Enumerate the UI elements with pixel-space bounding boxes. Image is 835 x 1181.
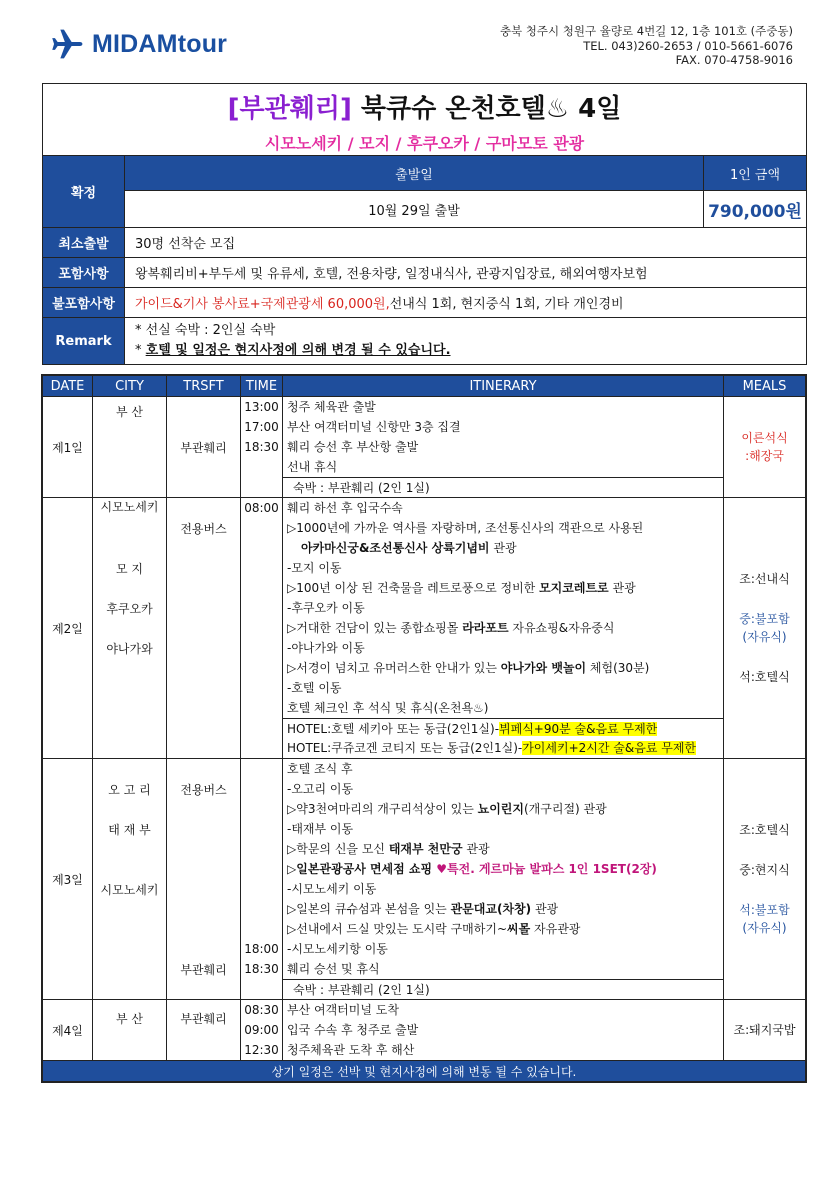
day3-meal-breakfast: 조:호텔식: [739, 823, 790, 837]
title-main: 북큐슈 온천호텔♨ 4일: [360, 94, 622, 124]
itinerary-line: 부산 여객터미널 도착: [287, 1003, 399, 1017]
itinerary-line: 청주체육관 도착 후 해산: [287, 1043, 415, 1057]
remark-bullet: *: [135, 343, 146, 358]
logo-text: MIDAMtour: [92, 29, 228, 58]
address: 충북 청주시 청원구 율량로 4번길 12, 1층 101호 (주중동): [499, 24, 793, 38]
page-header: [0, 0, 835, 80]
time-line: [241, 477, 282, 497]
day1-city: [93, 397, 167, 498]
day1-trsft-text: 부관훼리: [180, 440, 227, 455]
itinerary-line: 청주 체육관 출발: [287, 400, 376, 414]
itinerary-table: [41, 374, 807, 1083]
excluded-fee: 가이드&기사 봉사료+국제관광세 60,000원,: [135, 297, 390, 312]
price-value: 790,000원: [708, 201, 802, 222]
itinerary-line: -후쿠오카 이동: [287, 601, 365, 615]
day4-city-busan: 부 산: [116, 1012, 143, 1026]
hotel-option-2: [283, 738, 723, 758]
day2-trsft-text: 전용버스: [180, 522, 227, 536]
remark-cabin: * 선실 숙박 : 2인실 숙박: [135, 323, 276, 338]
remark-change-text: 호텔 및 일정은 현지사정에 의해 변경 될 수 있습니다.: [145, 343, 451, 358]
table-row-day4: [43, 1000, 806, 1061]
day1-times: [241, 397, 283, 498]
day2-meal-lunch: 중:불포함: [739, 612, 790, 626]
departure-header: 출발일: [125, 156, 704, 190]
day1-meal-dinner: 이른석식: [741, 431, 788, 445]
hotel-name: HOTEL:쿠쥬코겐 코티지 또는 동급(2인1실)-: [287, 741, 523, 755]
line-suffix: 자유관광: [530, 922, 581, 936]
table-footer-note: 상기 일정은 선박 및 현지사정에 의해 변동 될 수 있습니다.: [43, 1061, 806, 1082]
day2-city-shimonoseki: 시모노세키: [100, 500, 159, 514]
excluded-value: [125, 288, 806, 317]
line-suffix: 관광: [608, 581, 636, 595]
hotel-perk: 가이세키+2시간 술&음료 무제한: [522, 741, 696, 755]
tour-summary: [42, 83, 807, 365]
itinerary-line: 호텔 체크인 후 석식 및 휴식(온천욕♨): [287, 701, 489, 715]
itinerary-line: -모지 이동: [287, 561, 342, 575]
table-row-day3: [43, 759, 806, 1000]
line-prefix: ▷서경이 넘치고 유머러스한 안내가 있는: [287, 661, 501, 675]
included-row: [43, 258, 806, 288]
day3-times: [241, 759, 283, 1000]
day3-stay: 숙박 : 부관훼리 (2인 1실): [283, 979, 723, 999]
kanmon-bridge: 관문대교(차창): [450, 902, 532, 916]
telephone: TEL. 043)260-2653 / 010-5661-6076: [583, 38, 793, 53]
excluded-rest: 선내식 1회, 현지중식 1회, 기타 개인경비: [389, 297, 624, 312]
included-value: 왕복훼리비+부두세 및 유류세, 호텔, 전용차량, 일정내식사, 관광지입장료, 해외여행자보험: [135, 267, 648, 282]
day3-city-ogori: 오 고 리: [108, 783, 151, 797]
day2-city-yanagawa: 야나가와: [106, 642, 153, 656]
day2-city-fukuoka: 후쿠오카: [106, 602, 153, 616]
price-header: 1인 금액: [704, 156, 806, 190]
itinerary-line: 훼리 승선 및 휴식: [287, 962, 380, 976]
included-label: 포함사항: [43, 258, 125, 287]
day1-meal-dinner-detail: :해장국: [745, 449, 784, 463]
itinerary-line: 훼리 하선 후 입국수속: [287, 501, 403, 515]
day1-date: 제1일: [43, 397, 93, 498]
itinerary-line: -호텔 이동: [287, 681, 342, 695]
time-line: 12:30: [244, 1043, 279, 1057]
special-gift: ♥특전. 게르마늄 발파스 1인 1SET(2장): [436, 862, 657, 876]
remark-change: [135, 341, 451, 361]
min-departure-value: 30명 선착순 모집: [135, 237, 236, 252]
itinerary-line: [283, 578, 723, 598]
itinerary-line: [283, 799, 723, 819]
line-prefix: ▷선내에서 드실 맛있는 도시락 구매하기~: [287, 922, 508, 936]
line-suffix: 관광: [489, 541, 517, 555]
day1-stay: 숙박 : 부관훼리 (2인 1실): [283, 477, 723, 497]
confirm-details: [125, 156, 806, 227]
line-suffix: 관광: [531, 902, 559, 916]
day3-city: [93, 759, 167, 1000]
day2-trsft: [167, 498, 241, 759]
day2-meal-breakfast: 조:선내식: [739, 572, 790, 586]
day3-meal-dinner: 석:불포함: [739, 903, 790, 917]
day3-meals: [724, 759, 806, 1000]
header-itinerary: ITINERARY: [283, 376, 724, 397]
itinerary-line: 부산 여객터미널 신항만 3층 집결: [287, 420, 461, 434]
itinerary-line: -오고리 이동: [287, 782, 354, 796]
day4-city: [93, 1000, 167, 1061]
sea-mall: 씨몰: [507, 922, 531, 936]
day3-trsft-bus: 전용버스: [180, 783, 227, 797]
line-prefix: ▷100년 이상 된 건축물을 레트로풍으로 정비한: [287, 581, 540, 595]
day3-trsft-ferry: 부관훼리: [180, 963, 227, 977]
day2-meal-lunch-detail: (자유식): [742, 630, 787, 644]
title-block: [43, 84, 806, 156]
table-row-day1: [43, 397, 806, 498]
day4-date: 제4일: [43, 1000, 93, 1061]
header-meals: MEALS: [724, 376, 806, 397]
time-line: 18:30: [244, 440, 279, 454]
line-prefix: ▷약3천여마리의 개구리석상이 있는: [287, 802, 478, 816]
confirm-header-row: [125, 156, 806, 191]
day3-meal-lunch: 중:현지식: [739, 863, 790, 877]
min-departure-row: [43, 228, 806, 258]
confirm-block: [43, 156, 806, 228]
itinerary-line: 선내 휴식: [287, 460, 338, 474]
akama-shrine: 아카마신궁&조선통신사 상륙기념비: [301, 541, 490, 555]
confirm-label: 확정: [43, 156, 125, 227]
hotel-option-1: [283, 718, 723, 738]
itinerary-line: [283, 538, 723, 558]
line-prefix: ▷학문의 신을 모신: [287, 842, 389, 856]
itinerary-line: [283, 839, 723, 859]
remark-row: [43, 318, 806, 364]
remark-value: [125, 318, 806, 364]
header-date: DATE: [43, 376, 93, 397]
time-line: 17:00: [244, 420, 279, 434]
time-line: 08:30: [244, 1003, 279, 1017]
day4-meals: [724, 1000, 806, 1061]
time-line: [241, 457, 282, 477]
hotel-name: HOTEL:호텔 세키아 또는 동급(2인1실)-: [287, 722, 500, 736]
excluded-label: 불포함사항: [43, 288, 125, 317]
excluded-row: [43, 288, 806, 318]
line-prefix: ▷일본의 큐슈섬과 본섬을 잇는: [287, 902, 451, 916]
day2-meal-dinner: 석:호텔식: [739, 670, 790, 684]
day1-trsft: [167, 397, 241, 498]
hotel-perk: 뷔페식+90분 술&음료 무제한: [499, 722, 658, 736]
itinerary-line: -태재부 이동: [287, 822, 354, 836]
itinerary-line: ▷1000년에 가까운 역사를 자랑하며, 조선통신사의 객관으로 사용된: [287, 521, 644, 535]
table-row-day2: [43, 498, 806, 759]
company-logo: [50, 26, 227, 62]
itinerary-line: 호텔 조식 후: [287, 762, 353, 776]
mojiko-retro: 모지코레트로: [539, 581, 609, 595]
day3-city-shimonoseki: 시모노세키: [100, 883, 159, 897]
time-line: 18:00: [244, 942, 279, 956]
time-line: 18:30: [244, 962, 279, 976]
itinerary-line: [283, 658, 723, 678]
day3-meal-dinner-detail: (자유식): [742, 921, 787, 935]
airplane-icon: [50, 26, 86, 62]
day4-times: [241, 1000, 283, 1061]
day4-trsft: [167, 1000, 241, 1061]
confirm-value-row: [125, 191, 806, 227]
tour-subtitle: 시모노세키 / 모지 / 후쿠오카 / 구마모토 관광: [264, 134, 585, 153]
line-suffix: 체험(30분): [586, 661, 650, 675]
itinerary-line: [283, 919, 723, 939]
day1-meals: [724, 397, 806, 498]
time-line: 13:00: [244, 400, 279, 414]
table-footer-row: [43, 1061, 806, 1082]
itinerary-line: 입국 수속 후 청주로 출발: [287, 1023, 419, 1037]
day4-meal-breakfast: 조:돼지국밥: [733, 1023, 796, 1037]
yanagawa-boat: 야나가와 뱃놀이: [500, 661, 587, 675]
day2-city: [93, 498, 167, 759]
duty-free-shopping: ▷일본관광공사 면세점 쇼핑: [287, 862, 437, 876]
table-header-row: [43, 376, 806, 397]
title-bracket: [부관훼리]: [227, 94, 352, 124]
time-spacer: [241, 759, 282, 939]
time-line: 09:00: [244, 1023, 279, 1037]
line-suffix: (개구리절) 관광: [523, 802, 607, 816]
day1-city-busan: 부 산: [116, 405, 143, 419]
day2-times: [241, 498, 283, 759]
day4-itinerary: [283, 1000, 724, 1061]
itinerary-line: -야나가와 이동: [287, 641, 365, 655]
day3-date: 제3일: [43, 759, 93, 1000]
day3-city-dazaifu: 태 재 부: [108, 823, 151, 837]
line-suffix: 자유쇼핑&자유중식: [508, 621, 615, 635]
day3-itinerary: [283, 759, 724, 1000]
day2-date: 제2일: [43, 498, 93, 759]
day2-meals: [724, 498, 806, 759]
itinerary-line: [283, 899, 723, 919]
day2-city-moji: 모 지: [116, 562, 143, 576]
itinerary-line: [283, 859, 723, 879]
time-line: 08:00: [244, 501, 279, 515]
lalaport: 라라포트: [462, 621, 509, 635]
day4-trsft-text: 부관훼리: [180, 1012, 227, 1026]
line-prefix: ▷거대한 건담이 있는 종합쇼핑몰: [287, 621, 463, 635]
itinerary-line: -시모노세키 이동: [287, 882, 377, 896]
itinerary-line: -시모노세키항 이동: [287, 942, 388, 956]
day1-itinerary: [283, 397, 724, 498]
day2-itinerary: [283, 498, 724, 759]
line-suffix: 관광: [462, 842, 490, 856]
fax: FAX. 070-4758-9016: [675, 53, 793, 67]
header-city: CITY: [93, 376, 167, 397]
min-departure-label: 최소출발: [43, 228, 125, 257]
header-time: TIME: [241, 376, 283, 397]
departure-value: 10월 29일 출발: [125, 191, 704, 227]
itinerary-line: [283, 618, 723, 638]
nyoirinji: 뇨이린지: [477, 802, 524, 816]
remark-label: Remark: [43, 318, 125, 364]
itinerary-line: 훼리 승선 후 부산항 출발: [287, 440, 419, 454]
day3-trsft: [167, 759, 241, 1000]
header-trsft: TRSFT: [167, 376, 241, 397]
contact-info: [500, 24, 793, 68]
dazaifu-tenmangu: 태재부 천만궁: [388, 842, 463, 856]
tour-title: [43, 84, 806, 125]
